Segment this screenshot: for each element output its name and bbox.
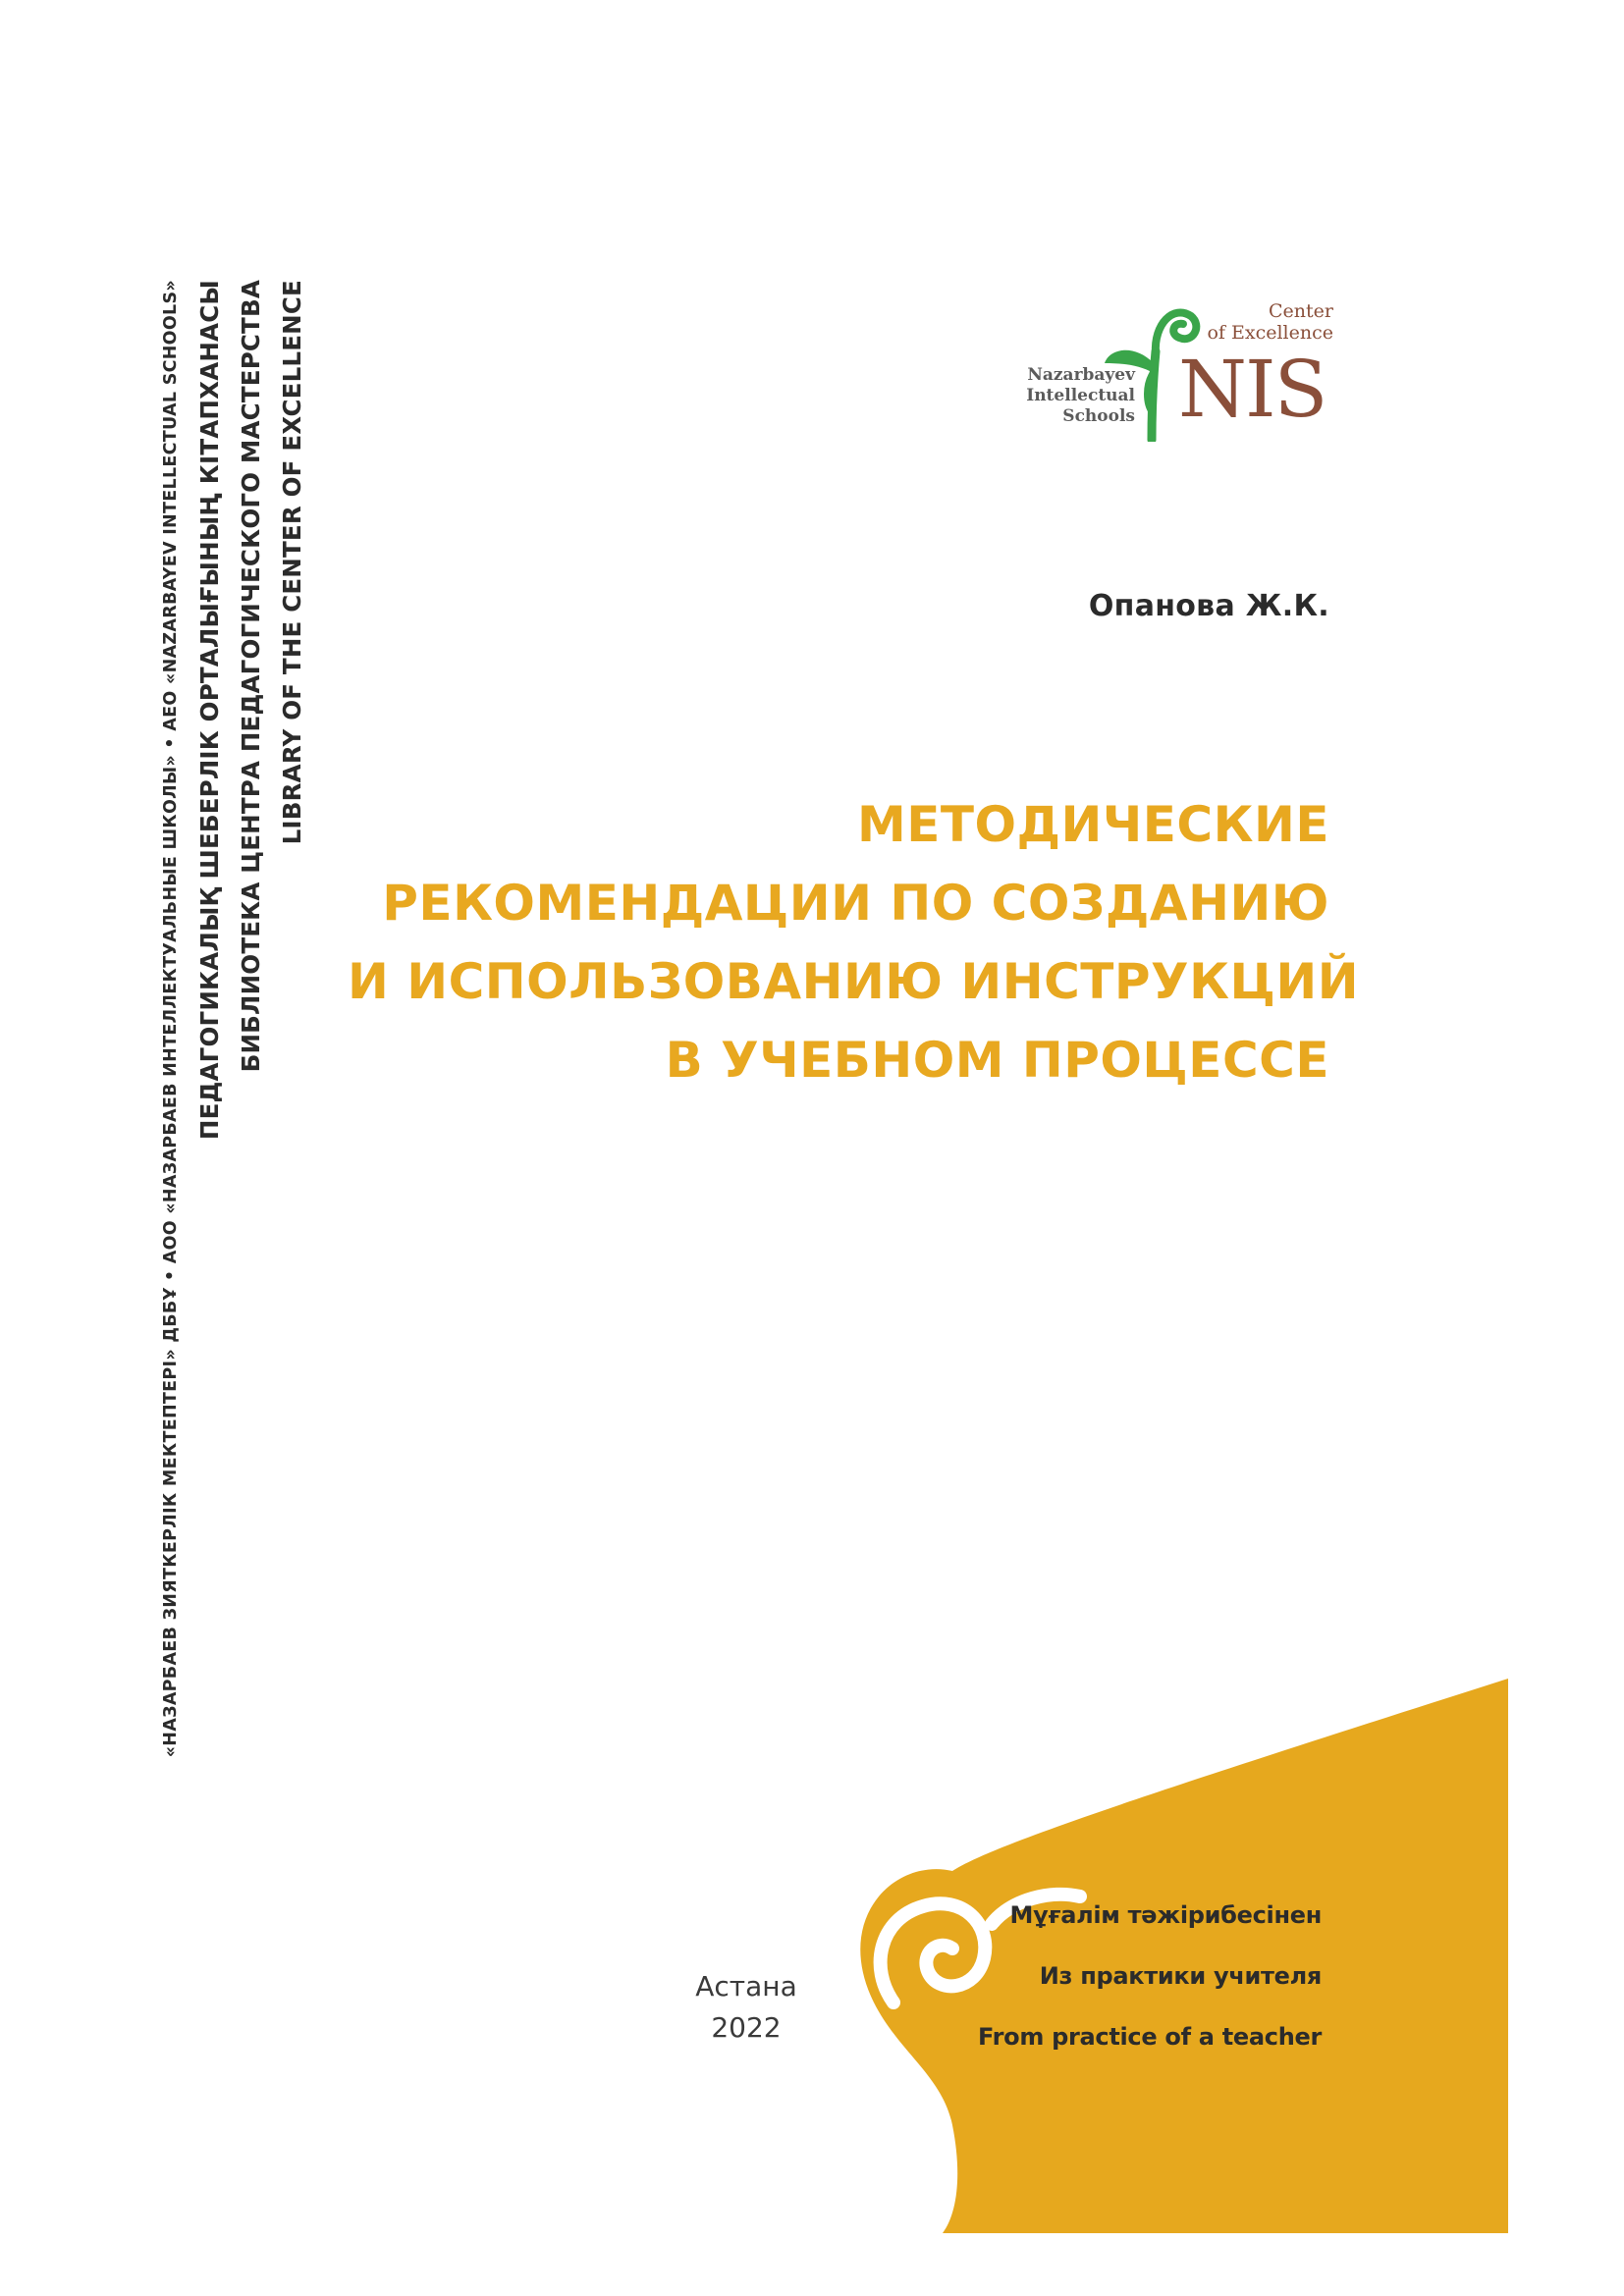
center-of-excellence-text: Center of Excellence — [1207, 300, 1333, 344]
title-line-1: МЕТОДИЧЕСКИЕ — [856, 796, 1329, 853]
nis-wordmark: NIS — [1178, 344, 1326, 435]
spine-text-block — [152, 280, 319, 1831]
spine-organization-line: «НАЗАРБАЕВ ЗИЯТКЕРЛІК МЕКТЕПТЕРІ» ДББҰ • АОО «НАЗАРБАЕВ ИНТЕЛЛЕКТУАЛЬНЫЕ ШКОЛЫ» • AEO «NAZARBAYEV INTELLECTUAL SCHOOLS» — [161, 280, 181, 1758]
spine-library-en: LIBRARY OF THE CENTER OF EXCELLENCE — [278, 280, 306, 845]
imprint-city: Астана — [695, 1970, 797, 2002]
spine-library-kz: ПЕДАГОГИКАЛЫҚ ШЕБЕРЛІК ОРТАЛЫҒЫНЫҢ КІТАПХАНАСЫ — [195, 280, 224, 1141]
title-line-4: В УЧЕБНОМ ПРОЦЕССЕ — [665, 1032, 1329, 1089]
series-titles — [978, 1885, 1322, 2067]
imprint — [648, 1966, 844, 2049]
series-title-kz: Мұғалім тәжірибесінен — [1009, 1901, 1322, 1929]
book-title — [348, 785, 1360, 1099]
title-line-3: И ИСПОЛЬЗОВАНИЮ ИНСТРУКЦИЙ — [348, 953, 1360, 1010]
series-title-ru: Из практики учителя — [1039, 1962, 1322, 1990]
spine-library-ru: БИБЛИОТЕКА ЦЕНТРА ПЕДАГОГИЧЕСКОГО МАСТЕРСТВА — [237, 280, 265, 1073]
imprint-year: 2022 — [711, 2011, 782, 2044]
nis-logo — [1001, 294, 1345, 442]
title-line-2: РЕКОМЕНДАЦИИ ПО СОЗДАНИЮ — [382, 875, 1329, 932]
nazarbayev-schools-text: Nazarbayev Intellectual Schools — [1026, 365, 1135, 426]
series-title-en: From practice of a teacher — [978, 2023, 1322, 2051]
author-name: Опанова Ж.К. — [1088, 589, 1329, 623]
